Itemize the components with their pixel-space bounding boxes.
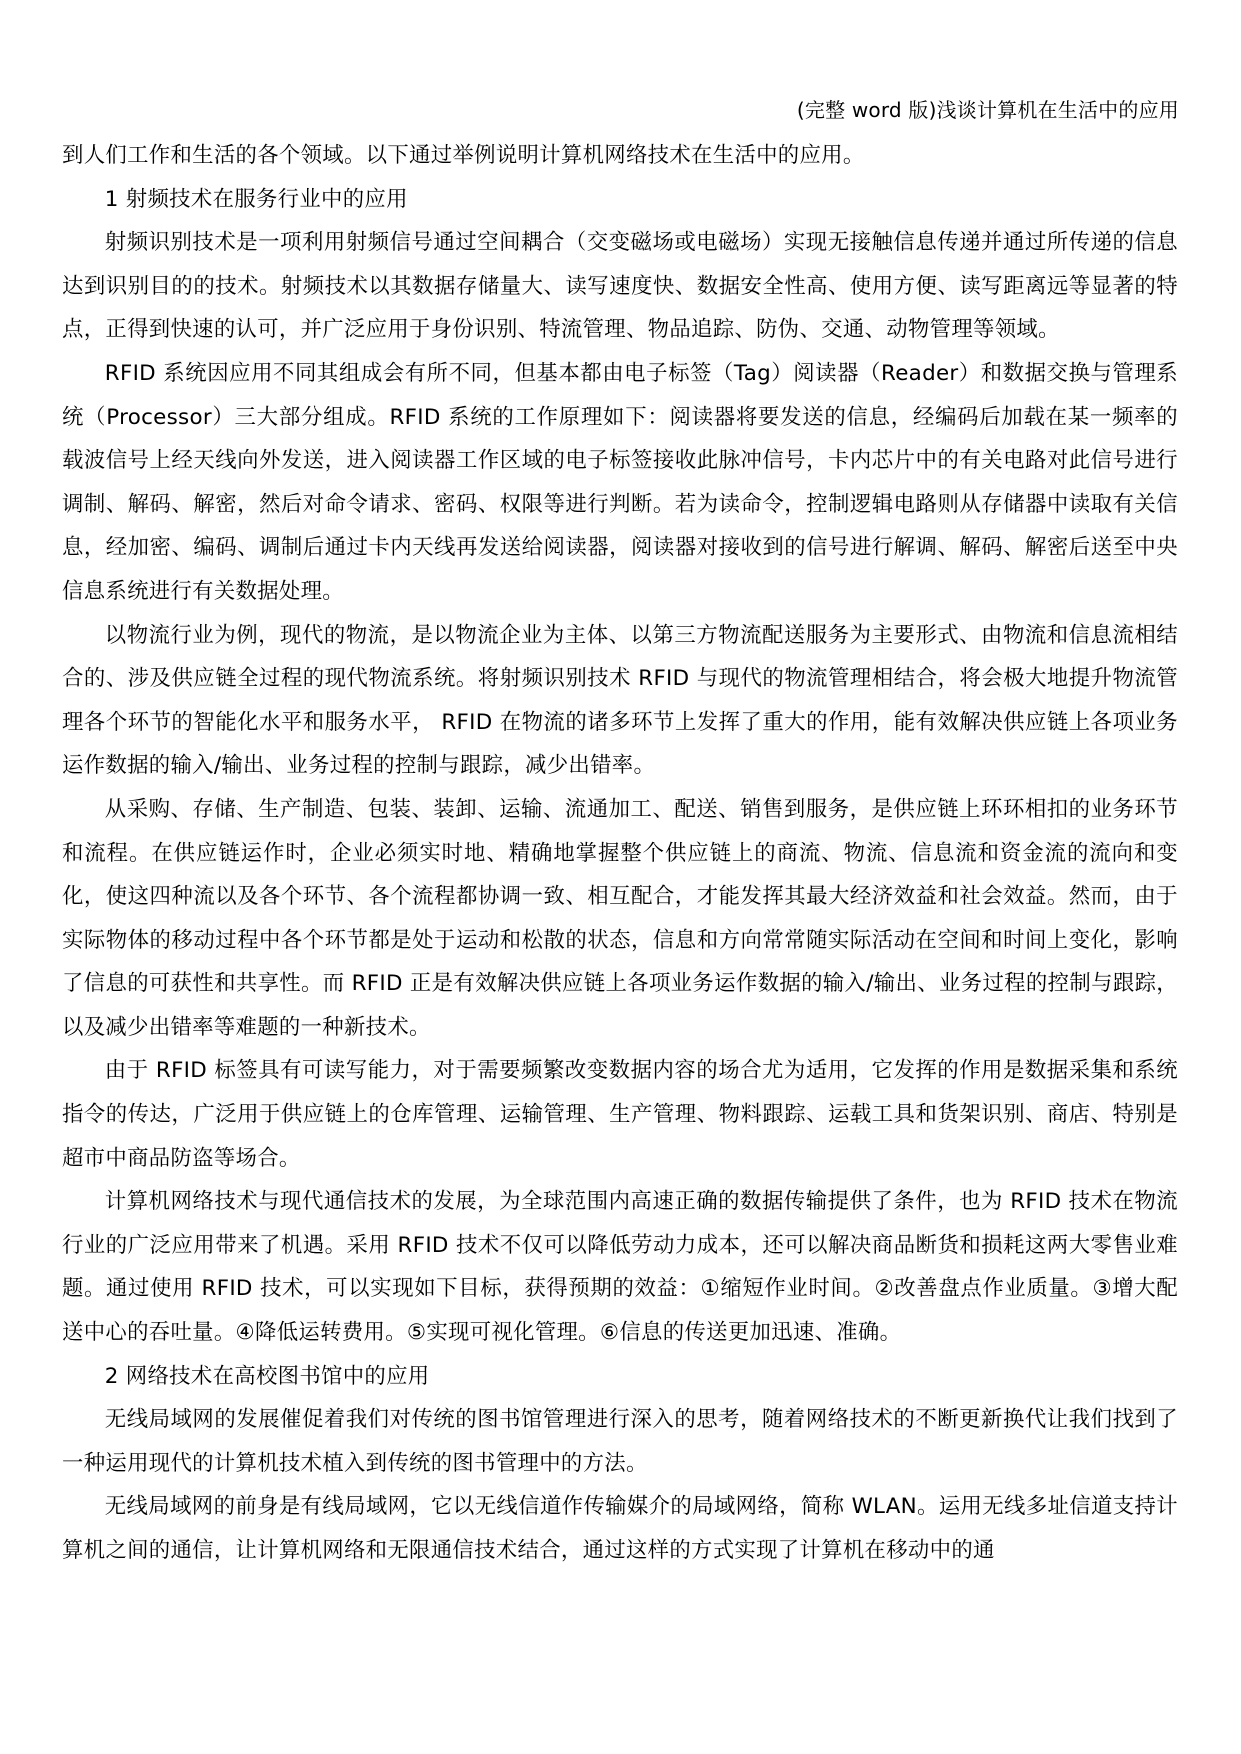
section-heading-library: 2 网络技术在高校图书馆中的应用 — [104, 1363, 430, 1389]
paragraph-wlan-definition: 无线局域网的前身是有线局域网，它以无线信道作传输媒介的局域网络，简称 WLAN。运用无线多址信道支持计算机之间的通信，让计算机网络和无限通信技术结合，通过这样的方式实现了计算机在移动中的通 — [62, 1494, 1178, 1563]
paragraph-continuation: 到人们工作和生活的各个领域。以下通过举例说明计算机网络技术在生活中的应用。 — [62, 143, 865, 168]
document-body — [62, 134, 1178, 1573]
running-header: (完整 word 版)浅谈计算机在生活中的应用 — [796, 98, 1179, 122]
paragraph-logistics-example: 以物流行业为例，现代的物流，是以物流企业为主体、以第三方物流配送服务为主要形式、由物流和信息流相结合的、涉及供应链全过程的现代物流系统。将射频识别技术 RFID 与现代的物流管理相结合，将会极大地提升物流管理各个环节的智能化水平和服务水平， RFID 在物流的诸多环节上发挥了重大的作用，能有效解决供应链上各项业务运作数据的输入/输出、业务过程的控制与跟踪，减少出错率。 — [62, 622, 1178, 779]
section-heading-rfid: 1 射频技术在服务行业中的应用 — [104, 186, 408, 212]
paragraph-wlan-library: 无线局域网的发展催促着我们对传统的图书馆管理进行深入的思考，随着网络技术的不断更新换代让我们找到了一种运用现代的计算机技术植入到传统的图书管理中的方法。 — [62, 1407, 1178, 1476]
paragraph-rfid-tags: 由于 RFID 标签具有可读写能力，对于需要频繁改变数据内容的场合尤为适用，它发挥的作用是数据采集和系统指令的传达，广泛用于供应链上的仓库管理、运输管理、生产管理、物料跟踪、运载工具和货架识别、商店、特别是超市中商品防盗等场合。 — [62, 1058, 1178, 1171]
paragraph-supply-chain: 从采购、存储、生产制造、包装、装卸、运输、流通加工、配送、销售到服务，是供应链上环环相扣的业务环节和流程。在供应链运作时，企业必须实时地、精确地掌握整个供应链上的商流、物流、信息流和资金流的流向和变化，使这四种流以及各个环节、各个流程都协调一致、相互配合，才能发挥其最大经济效益和社会效益。然而，由于实际物体的移动过程中各个环节都是处于运动和松散的状态，信息和方向常常随实际活动在空间和时间上变化，影响了信息的可获性和共享性。而 RFID 正是有效解决供应链上各项业务运作数据的输入/输出、业务过程的控制与跟踪，以及减少出错率等难题的一种新技术。 — [62, 796, 1178, 1040]
paragraph-rfid-benefits: 计算机网络技术与现代通信技术的发展，为全球范围内高速正确的数据传输提供了条件，也为 RFID 技术在物流行业的广泛应用带来了机遇。采用 RFID 技术不仅可以降低劳动力成本，还可以解决商品断货和损耗这两大零售业难题。通过使用 RFID 技术，可以实现如下目标，获得预期的效益：①缩短作业时间。②改善盘点作业质量。③增大配送中心的吞吐量。④降低运转费用。⑤实现可视化管理。⑥信息的传送更加迅速、准确。 — [62, 1189, 1178, 1346]
paragraph-rfid-system: RFID 系统因应用不同其组成会有所不同，但基本都由电子标签（Tag）阅读器（Reader）和数据交换与管理系统（Processor）三大部分组成。RFID 系统的工作原理如下：阅读器将要发送的信息，经编码后加载在某一频率的载波信号上经天线向外发送，进入阅读器工作区域的电子标签接收此脉冲信号，卡内芯片中的有关电路对此信号进行调制、解码、解密，然后对命令请求、密码、权限等进行判断。若为读命令，控制逻辑电路则从存储器中读取有关信息，经加密、编码、调制后通过卡内天线再发送给阅读器，阅读器对接收到的信号进行解调、解码、解密后送至中央信息系统进行有关数据处理。 — [62, 360, 1178, 604]
paragraph-rfid-definition: 射频识别技术是一项利用射频信号通过空间耦合（交变磁场或电磁场）实现无接触信息传递并通过所传递的信息达到识别目的的技术。射频技术以其数据存储量大、读写速度快、数据安全性高、使用方便、读写距离远等显著的特点，正得到快速的认可，并广泛应用于身份识别、特流管理、物品追踪、防伪、交通、动物管理等领域。 — [62, 230, 1178, 343]
